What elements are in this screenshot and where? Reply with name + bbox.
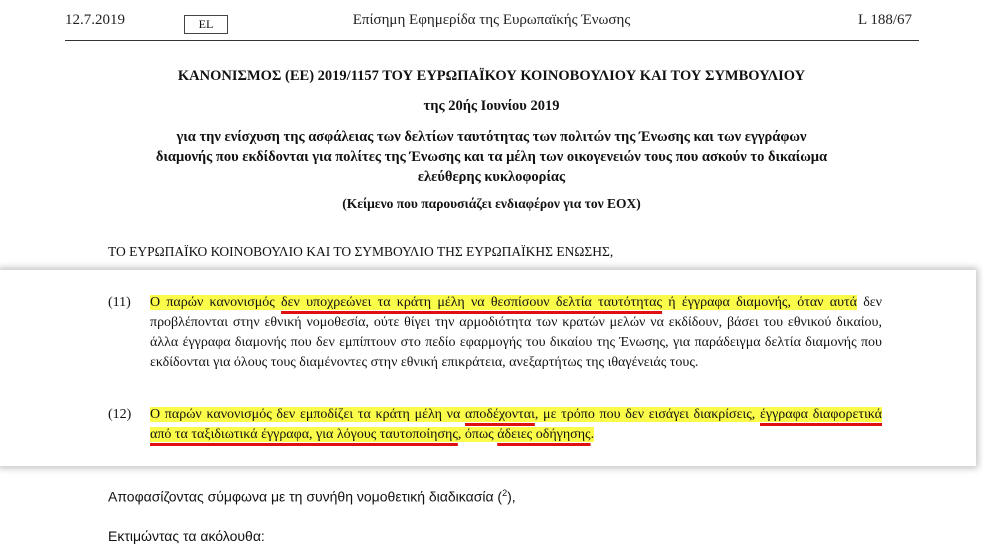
journal-title: Επίσημη Εφημερίδα της Ευρωπαϊκής Ένωσης	[352, 12, 631, 28]
highlighted-text: .	[590, 427, 595, 442]
language-badge: EL	[184, 15, 228, 34]
having-regard-line: Εκτιμώντας τα ακόλουθα:	[108, 528, 265, 544]
header-date: 12.7.2019	[65, 12, 125, 28]
recital-number: (11)	[108, 295, 131, 310]
regulation-title: ΚΑΝΟΝΙΣΜΟΣ (ΕΕ) 2019/1157 ΤΟΥ ΕΥΡΩΠΑΪΚΟΥ ΚΟΙΝΟΒΟΥΛΙΟΥ ΚΑΙ ΤΟΥ ΣΥΜΒΟΥΛΙΟΥ	[177, 68, 806, 84]
recital-text	[150, 293, 882, 373]
highlighted-text: , με τρόπο που δεν εισάγει διακρίσεις,	[534, 407, 760, 422]
eea-note: (Κείμενο που παρουσιάζει ενδιαφέρον για τον ΕΟΧ)	[342, 196, 641, 211]
highlighted-text: ή έγγραφα διαμονής, όταν αυτά	[662, 295, 857, 310]
legislative-procedure-line	[108, 488, 516, 505]
highlighted-text: Ο παρών κανονισμός δεν εμποδίζει τα κράτη μέλη να	[150, 407, 466, 422]
regulation-subject: για την ενίσχυση της ασφάλειας των δελτίων ταυτότητας των πολιτών της Ένωσης και των εγγράφων διαμονής που εκδίδονται για πολίτες της Ένωσης και τα μέλη των οικογενειών τους που ασκούν το δικαίωμα ελεύθερης κυκλοφορίας	[155, 129, 828, 185]
underlined-highlight: δεν υποχρεώνει τα κράτη μέλη να θεσπίσουν δελτία ταυτότητας	[281, 295, 663, 310]
header-divider	[65, 40, 919, 41]
highlighted-text: , όπως	[457, 427, 498, 442]
highlighted-text: Ο παρών κανονισμός	[150, 295, 282, 310]
procedure-text: Αποφασίζοντας σύμφωνα με τη συνήθη νομοθετική διαδικασία (	[108, 488, 503, 505]
procedure-close: ),	[507, 488, 516, 505]
underlined-highlight: άδειες οδήγησης	[497, 427, 591, 442]
page-reference: L 188/67	[858, 12, 913, 28]
addressee: ΤΟ ΕΥΡΩΠΑΪΚΟ ΚΟΙΝΟΒΟΥΛΙΟ ΚΑΙ ΤΟ ΣΥΜΒΟΥΛΙΟ ΤΗΣ ΕΥΡΩΠΑΪΚΗΣ ΕΝΩΣΗΣ,	[108, 244, 614, 259]
recital-text	[150, 405, 882, 445]
recital-number: (12)	[108, 407, 132, 422]
underlined-highlight: έγγραφα διαφορετικά από τα ταξιδιωτικά έγγραφα, για λόγους ταυτοποίησης	[150, 407, 882, 442]
recital-text-segment: δεν προβλέπονται στην εθνική νομοθεσία, ούτε θίγει την αρμοδιότητα των κρατών μελών να εκδίδουν, βάσει του εθνικού δικαίου, άλλα έγγραφα διαμονής που δεν εμπίπτουν στο πεδίο εφαρμογής του δικαίου της Ένωσης, για παράδειγμα δελτία διαμονής που εκδίδονται για όλους τους διαμένοντες στην εθνική επικράτεια, ανεξαρτήτως της ιθαγένειάς τους.	[150, 295, 883, 370]
footnote-ref[interactable]: 2	[502, 488, 508, 498]
underlined-highlight: αποδέχονται	[465, 407, 535, 422]
regulation-date: της 20ής Ιουνίου 2019	[423, 98, 560, 114]
